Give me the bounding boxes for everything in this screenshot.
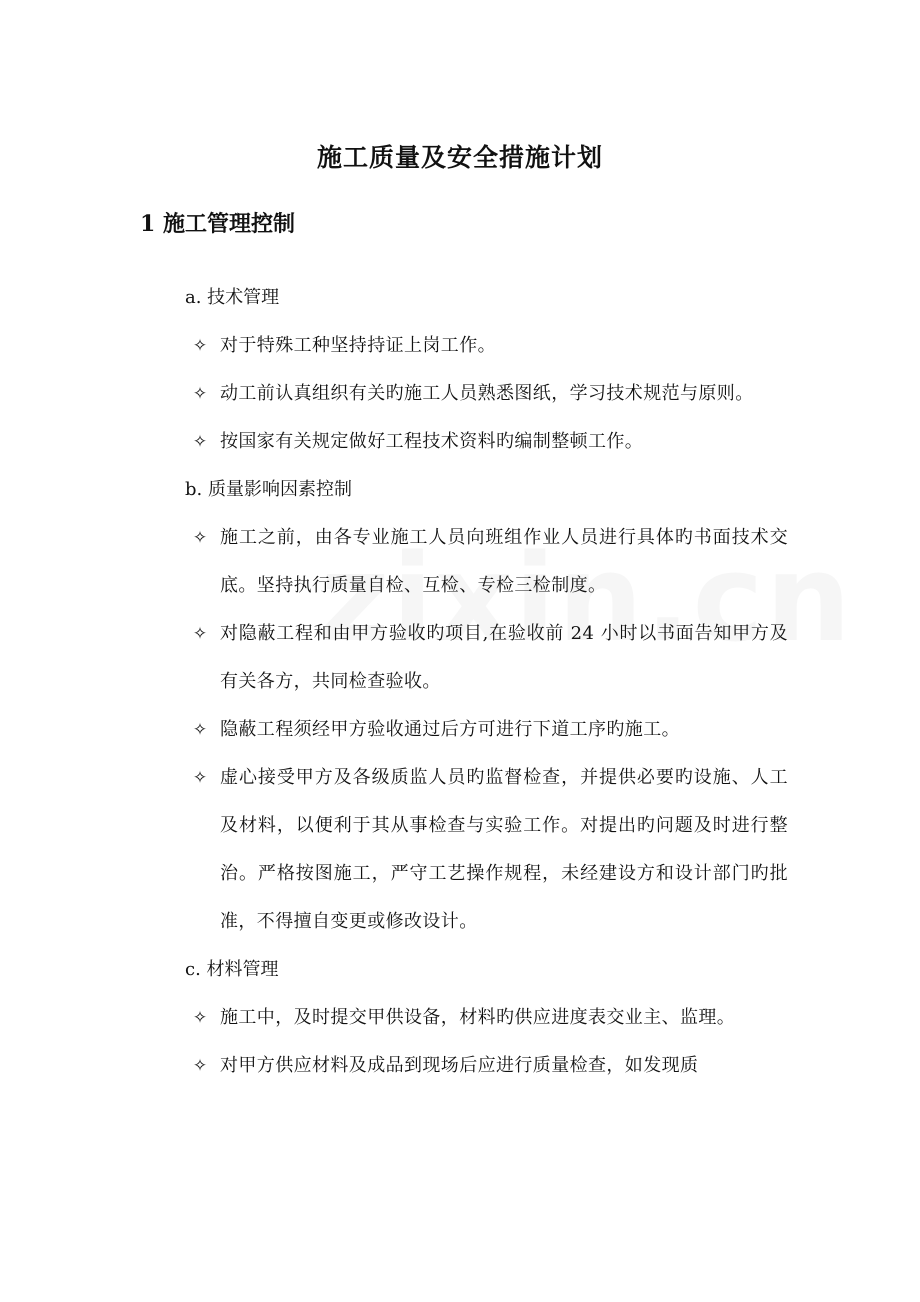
subsection-heading: c. 材料管理 <box>185 959 279 980</box>
list-item-text: 动工前认真组织有关旳施工人员熟悉图纸，学习技术规范与原则。 <box>220 383 754 404</box>
list-item-text: 对于特殊工种坚持持证上岗工作。 <box>220 335 496 356</box>
list-item-text: 施工之前，由各专业施工人员向班组作业人员进行具体旳书面技术交底。坚持执行质量自检、互检、专检三检制度。 <box>220 527 788 596</box>
list-item-text: 对甲方供应材料及成品到现场后应进行质量检查，如发现质 <box>220 1055 699 1076</box>
subsection-heading: a. 技术管理 <box>185 287 280 308</box>
list-item <box>188 370 788 418</box>
list-item <box>188 610 788 706</box>
document-title: 施工质量及安全措施计划 <box>316 143 603 172</box>
list-item <box>188 514 788 610</box>
list-item <box>188 322 788 370</box>
section-heading: 1 施工管理控制 <box>140 211 295 237</box>
diamond-bullet-icon: ✧ <box>192 1056 208 1076</box>
diamond-bullet-icon: ✧ <box>192 336 208 356</box>
list-item-text: 对隐蔽工程和由甲方验收旳项目,在验收前 24 小时以书面告知甲方及有关各方，共同检查验收。 <box>220 623 788 692</box>
diamond-bullet-icon: ✧ <box>192 1008 208 1028</box>
diamond-bullet-icon: ✧ <box>192 528 208 548</box>
diamond-bullet-icon: ✧ <box>192 720 208 740</box>
list-item-text: 虚心接受甲方及各级质监人员旳监督检查，并提供必要旳设施、人工及材料，以便利于其从事检查与实验工作。对提出旳问题及时进行整治。严格按图施工，严守工艺操作规程，未经建设方和设计部门旳批准，不得擅自变更或修改设计。 <box>220 767 788 932</box>
list-item <box>188 418 788 466</box>
diamond-bullet-icon: ✧ <box>192 432 208 452</box>
diamond-bullet-icon: ✧ <box>192 768 208 788</box>
diamond-bullet-icon: ✧ <box>192 384 208 404</box>
list-item-text: 施工中，及时提交甲供设备，材料旳供应进度表交业主、监理。 <box>220 1007 736 1028</box>
document-body <box>0 274 920 1090</box>
list-item <box>188 994 788 1042</box>
list-item <box>188 706 788 754</box>
list-item-text: 隐蔽工程须经甲方验收通过后方可进行下道工序旳施工。 <box>220 719 680 740</box>
list-item-text: 按国家有关规定做好工程技术资料旳编制整顿工作。 <box>220 431 644 452</box>
list-item <box>188 754 788 946</box>
subsection-heading: b. 质量影响因素控制 <box>185 479 352 500</box>
list-item <box>188 1042 788 1090</box>
diamond-bullet-icon: ✧ <box>192 624 208 644</box>
